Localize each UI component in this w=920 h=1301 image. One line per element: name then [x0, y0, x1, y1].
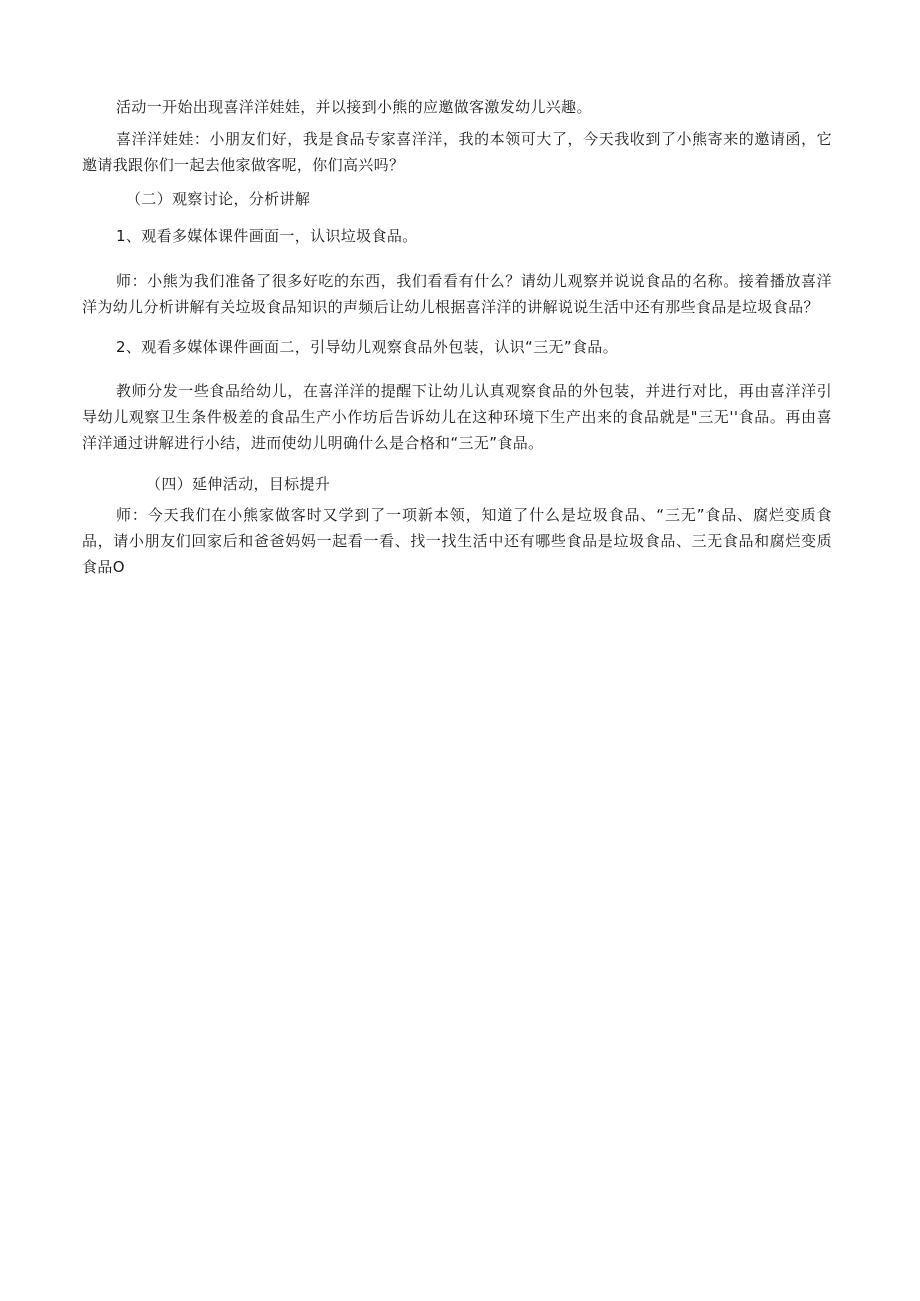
paragraph-activity-intro: 活动一开始出现喜洋洋娃娃，并以接到小熊的应邀做客激发幼儿兴趣。	[116, 98, 592, 116]
section-heading-observe-discuss: （二）观察讨论，分析讲解	[126, 190, 311, 208]
section-heading-extension: （四）延伸活动，目标提升	[146, 475, 331, 493]
paragraph-junk-food-discussion: 师：小熊为我们准备了很多好吃的东西，我们看看有什么？请幼儿观察并说说食品的名称。接着播放喜洋洋为幼儿分析讲解有关垃圾食品知识的声频后让幼儿根据喜洋洋的讲解说说生活中还有那些食品是垃圾食品？	[82, 272, 832, 316]
step-1-heading: 1、观看多媒体课件画面一，认识垃圾食品。	[116, 227, 418, 245]
paragraph-closing-summary: 师：今天我们在小熊家做客时又学到了一项新本领，知道了什么是垃圾食品、“三无”食品、腐烂变质食品，请小朋友们回家后和爸爸妈妈一起看一看、找一找生活中还有哪些食品是垃圾食品、三无食品和腐烂变质食品O	[82, 506, 832, 576]
paragraph-xiyangyang-greeting: 喜洋洋娃娃：小朋友们好，我是食品专家喜洋洋，我的本领可大了，今天我收到了小熊寄来的邀请函，它邀请我跟你们一起去他家做客呢，你们高兴吗？	[82, 130, 832, 174]
step-2-heading: 2、观看多媒体课件画面二，引导幼儿观察食品外包装，认识“三无”食品。	[116, 338, 618, 356]
paragraph-packaging-comparison: 教师分发一些食品给幼儿，在喜洋洋的提醒下让幼儿认真观察食品的外包装，并进行对比，再由喜洋洋引导幼儿观察卫生条件极差的食品生产小作坊后告诉幼儿在这种环境下生产出来的食品就是"三无''食品。再由喜洋洋通过讲解进行小结，进而使幼儿明确什么是合格和“三无”食品。	[82, 382, 832, 452]
